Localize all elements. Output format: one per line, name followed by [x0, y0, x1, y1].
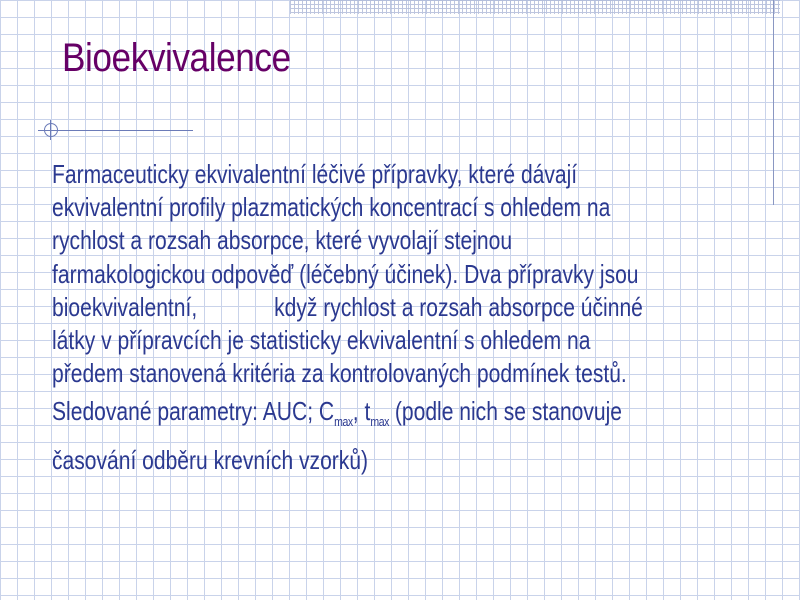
body-line: látky v přípravcích je statisticky ekvivalentní s ohledem na — [52, 325, 591, 356]
slide-title: Bioekvivalence — [62, 36, 291, 80]
body-line: rychlost a rozsah absorpce, které vyvolají stejnou — [52, 225, 513, 256]
body-line — [52, 291, 781, 324]
tmax-subscript: max — [370, 414, 390, 430]
parameters-line — [52, 394, 781, 439]
body-line: farmakologickou odpověď (léčebný účinek). Dva přípravky jsou — [52, 258, 639, 289]
body-line: časování odběru krevních vzorků) — [52, 445, 369, 476]
body-text-segment: když rychlost a rozsah absorpce účinné — [274, 291, 643, 322]
parameters-separator: , t — [352, 396, 371, 427]
title-underline-rule — [38, 130, 193, 131]
parameters-suffix: (podle nich se stanovuje — [389, 396, 622, 427]
parameters-prefix: Sledované parametry: AUC; C — [52, 396, 335, 427]
body-line: ekvivalentní profily plazmatických koncentrací s ohledem na — [52, 192, 611, 223]
body-line: předem stanovená kritéria za kontrolovaných podmínek testů. — [52, 358, 627, 389]
body-line: Farmaceuticky ekvivalentní léčivé přípravky, které dávají — [52, 159, 578, 189]
slide-body — [52, 158, 781, 478]
top-decoration-band — [290, 0, 780, 14]
body-text-segment: bioekvivalentní, — [52, 291, 198, 322]
cmax-subscript: max — [334, 414, 353, 430]
